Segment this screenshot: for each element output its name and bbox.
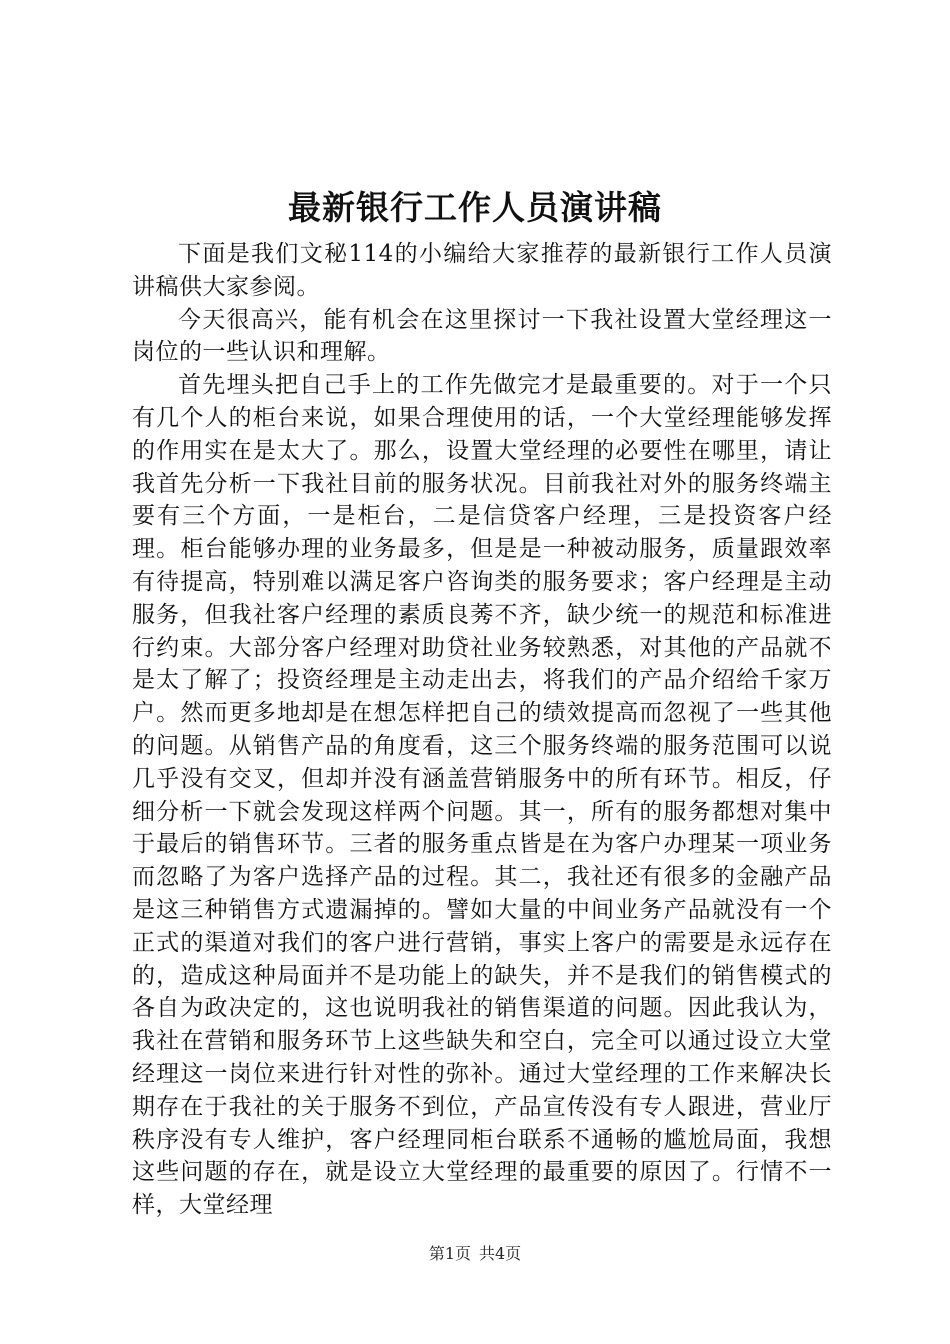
page-total: 共4页 bbox=[479, 1244, 522, 1263]
paragraph-greeting: 今天很高兴，能有机会在这里探讨一下我社设置大堂经理这一岗位的一些认识和理解。 bbox=[132, 306, 832, 366]
document-title: 最新银行工作人员演讲稿 bbox=[288, 188, 662, 227]
page-number: 第1页 bbox=[428, 1244, 471, 1263]
document-body bbox=[132, 238, 832, 1222]
paragraph-intro: 下面是我们文秘114的小编给大家推荐的最新银行工作人员演讲稿供大家参阅。 bbox=[132, 241, 832, 300]
paragraph-main: 首先埋头把自己手上的工作先做完才是最重要的。对于一个只有几个人的柜台来说，如果合理使用的话，一个大堂经理能够发挥的作用实在是太大了。那么，设置大堂经理的必要性在哪里，请让我首先分析一下我社目前的服务状况。目前我社对外的服务终端主要有三个方面，一是柜台，二是信贷客户经理，三是投资客户经理。柜台能够办理的业务最多，但是是一种被动服务，质量跟效率有待提高，特别难以满足客户咨询类的服务要求；客户经理是主动服务，但我社客户经理的素质良莠不齐，缺少统一的规范和标准进行约束。大部分客户经理对助贷社业务较熟悉，对其他的产品就不是太了解了；投资经理是主动走出去，将我们的产品介绍给千家万户。然而更多地却是在想怎样把自己的绩效提高而忽视了一些其他的问题。从销售产品的角度看，这三个服务终端的服务范围可以说几乎没有交叉，但却并没有涵盖营销服务中的所有环节。相反，仔细分析一下就会发现这样两个问题。其一，所有的服务都想对集中于最后的销售环节。三者的服务重点皆是在为客户办理某一项业务而忽略了为客户选择产品的过程。其二，我社还有很多的金融产品是这三种销售方式遗漏掉的。譬如大量的中间业务产品就没有一个正式的渠道对我们的客户进行营销，事实上客户的需要是永远存在的，造成这种局面并不是功能上的缺失，并不是我们的销售模式的各自为政决定的，这也说明我社的销售渠道的问题。因此我认为，我社在营销和服务环节上这些缺失和空白，完全可以通过设立大堂经理这一岗位来进行针对性的弥补。通过大堂经理的工作来解决长期存在于我社的关于服务不到位，产品宣传没有专人跟进，营业厅秩序没有专人维护，客户经理同柜台联系不通畅的尴尬局面，我想这些问题的存在，就是设立大堂经理的最重要的原因了。行情不一样，大堂经理 bbox=[132, 372, 832, 1219]
page-footer bbox=[0, 1243, 950, 1265]
